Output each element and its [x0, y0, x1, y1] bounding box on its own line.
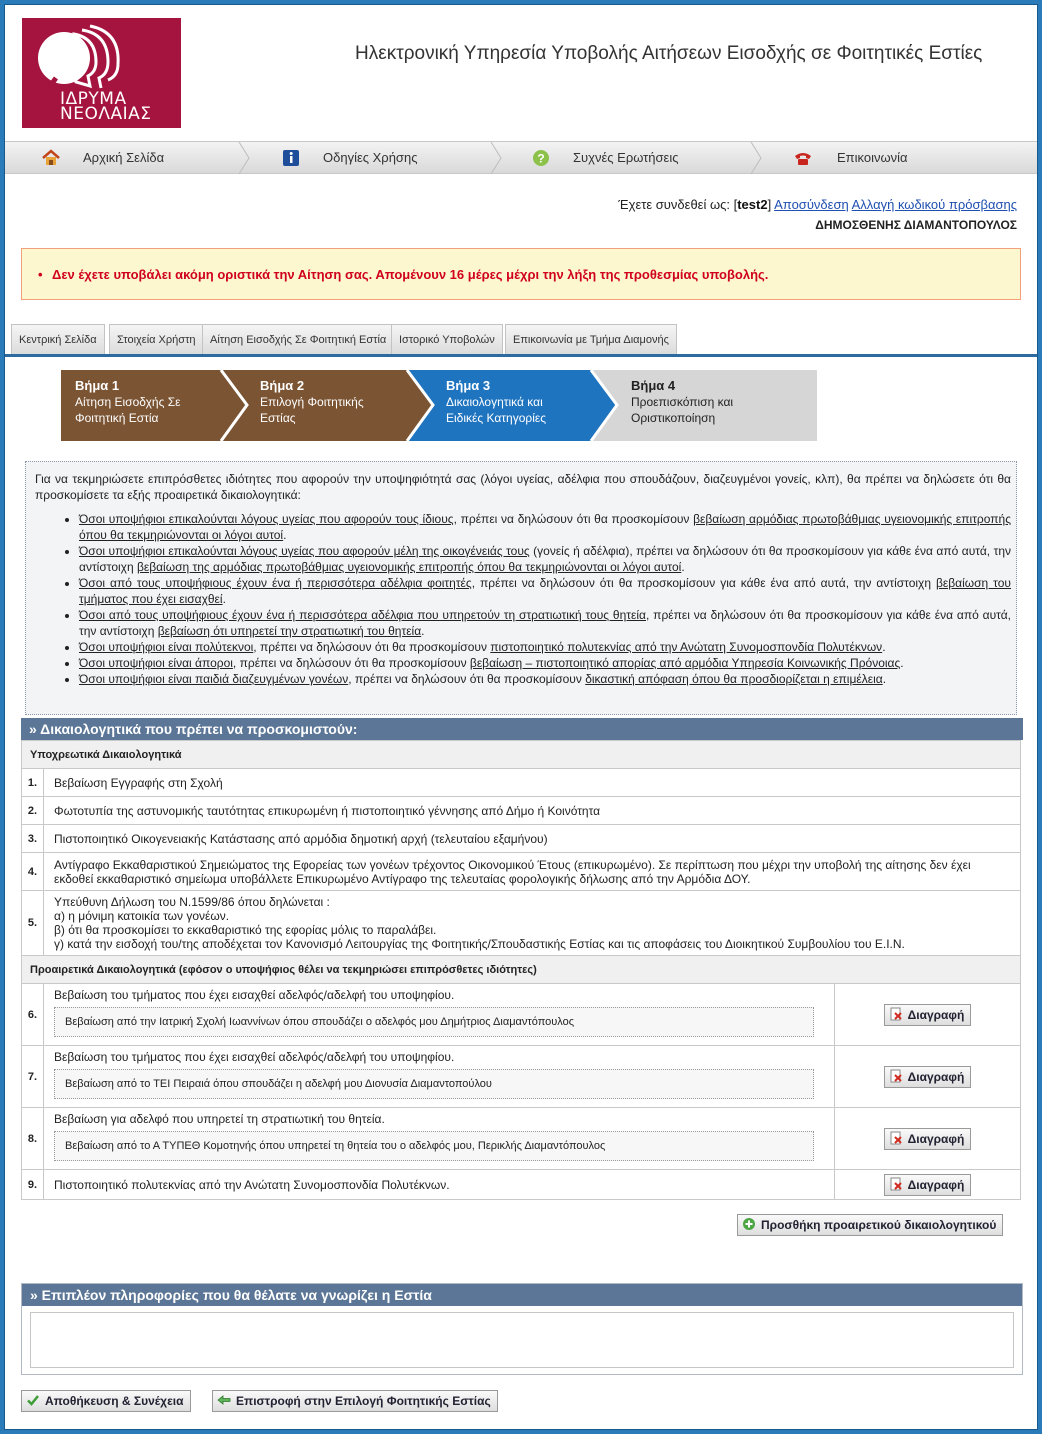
top-navigation: Αρχική Σελίδα Οδηγίες Χρήσης ? Συχνές Ερωτήσεις Επικοινωνία [5, 141, 1038, 174]
tab-user-details[interactable]: Στοιχεία Χρήστη [109, 324, 204, 354]
info-list-item: • Όσοι από τους υποψήφιους έχουν ένα ή περισσότερα αδέλφια που υπηρετούν τη στρατιωτική τους θητεία, πρέπει να δηλώσουν ότι θα προσκομίσουν για κάθε ένα από αυτά, την αντίστοιχη βεβαίωση ότι υπηρετεί την στρατιωτική του θητεία. [79, 607, 1011, 639]
alert-message: • Δεν έχετε υποβάλει ακόμη οριστικά την Αίτηση σας. Απομένουν 16 μέρες μέχρι την λήξη της προθεσμίας υποβολής. [52, 267, 768, 282]
info-list-item: • Όσοι υποψήφιοι είναι άποροι, πρέπει να δηλώσουν ότι θα προσκομίσουν βεβαίωση – πιστοποιητικό απορίας από αρμόδια Υπηρεσία Κοινωνικής Πρόνοιας. [79, 655, 1011, 671]
required-title: Υποχρεωτικά Δικαιολογητικά [22, 741, 1021, 769]
save-continue-button[interactable]: Αποθήκευση & Συνέχεια [21, 1390, 191, 1412]
info-list-item: • Όσοι υποψήφιοι είναι παιδιά διαζευγμένων γονέων, πρέπει να δηλώσουν ότι θα προσκομίσουν δικαστική απόφαση όπου θα προσδιορίζεται η επιμέλεια. [79, 671, 1011, 687]
table-row: 5. Υπεύθυνη Δήλωση του Ν.1599/86 όπου δηλώνεται : α) η μόνιμη κατοικία των γονέων. β) ότι θα προσκομίσει το εκκαθαριστικό της εφορίας μόλις το παραλάβει. γ) κατά την εισδοχή του/της αποδέχεται τον Κανονισμό Λειτουργίας της Φοιτητικής/Σπουδαστικής Εστίας και τις αποφάσεις του Διοικητικού Συμβουλίου του Ε.Ι.Ν. [22, 891, 1021, 956]
tab-main-page[interactable]: Κεντρική Σελίδα [11, 324, 105, 354]
optional-document-description: Βεβαίωση από το Α ΤΥΠΕΘ Κομοτηνής όπου υπηρετεί τη θητεία του ο αδελφός μου, Περικλής Διαμαντόπουλος [54, 1131, 814, 1161]
logo-text: ΙΔΡΥΜΑ ΝΕΟΛΑΙΑΣ [60, 89, 152, 124]
step-1[interactable]: Βήμα 1 Αίτηση Εισοδχής Σε Φοιτητική Εστία [75, 378, 181, 425]
info-list-item: • Όσοι υποψήφιοι επικαλούνται λόγους υγείας που αφορούν τους ίδιους, πρέπει να δηλώσουν ότι θα προσκομίσουν βεβαίωση αρμόδιας πρωτοβάθμιας υγειονομικής επιτροπής όπου θα τεκμηριώνονται οι λόγοι αυτοί. [79, 511, 1011, 543]
delete-icon [889, 1177, 903, 1191]
change-password-link[interactable]: Αλλαγή κωδικού πρόσβασης [851, 197, 1017, 212]
sub-tabs [5, 324, 1038, 357]
table-row: 3. Πιστοποιητικό Οικογενειακής Κατάστασης από αρμόδια δημοτική αρχή (τελευταίου εξαμήνου) [22, 825, 1021, 853]
back-to-selection-button[interactable]: Επιστροφή στην Επιλογή Φοιτητικής Εστίας [212, 1390, 498, 1412]
nav-separator [749, 142, 763, 174]
table-row: 1. Βεβαίωση Εγγραφής στη Σχολή [22, 769, 1021, 797]
table-row: 4. Αντίγραφο Εκκαθαριστικού Σημειώματος της Εφορείας των γονέων τρέχοντος Οικονομικού Έτους (επικυρωμένο). Σε περίπτωση που μέχρι την υποβολή της αίτησης δεν έχει εκδοθεί εκκαθαριστικό σημείωμα υποβάλλετε Επικυρωμένο Αντίγραφο της τελευταίας φορολογικής δήλωσης από την Αρμόδια ΔΟΥ. [22, 853, 1021, 891]
table-row: 2. Φωτοτυπία της αστυνομικής ταυτότητας επικυρωμένη ή πιστοποιητικό γέννησης από Δήμο ή Κοινότητα [22, 797, 1021, 825]
table-row: 8. Βεβαίωση για αδελφό που υπηρετεί τη στρατιωτική του θητεία. Βεβαίωση από το Α ΤΥΠΕΘ Κομοτηνής όπου υπηρετεί τη θητεία του ο αδελφός μου, Περικλής Διαμαντόπουλος Διαγραφή [22, 1108, 1021, 1170]
svg-text:?: ? [537, 151, 545, 166]
info-list-item: • Όσοι υποψήφιοι είναι πολύτεκνοι, πρέπει να δηλώσουν ότι θα προσκομίσουν πιστοποιητικό πολυτεκνίας από την Ανώτατη Συνομοσπονδία Πολυτέκνων. [79, 639, 1011, 655]
table-row: 7. Βεβαίωση του τμήματος που έχει εισαχθεί αδελφός/αδελφή του υποψηφίου. Βεβαίωση από το ΤΕΙ Πειραιά όπου σπουδάζει η αδελφή μου Διονυσία Διαμαντοπούλου Διαγραφή [22, 1046, 1021, 1108]
add-icon [742, 1217, 756, 1231]
info-icon [281, 148, 301, 168]
delete-button[interactable]: Διαγραφή [884, 1128, 972, 1150]
tab-application[interactable]: Αίτηση Εισοδχής Σε Φοιτητική Εστία [202, 324, 394, 354]
info-box [25, 461, 1017, 715]
nav-separator [489, 142, 503, 174]
logo[interactable] [22, 18, 181, 128]
header [5, 5, 1037, 141]
info-list [35, 511, 1011, 687]
user-bar: Έχετε συνδεθεί ως: [test2] Αποσύνδεση Αλλαγή κωδικού πρόσβασης ΔΗΜΟΣΘΕΝΗΣ ΔΙΑΜΑΝΤΟΠΟΥΛΟΣ [618, 195, 1017, 235]
step-4[interactable]: Βήμα 4 Προεπισκόπιση και Οριστικοποίηση [631, 378, 734, 425]
home-icon [41, 148, 61, 168]
documents-table [21, 740, 1021, 1200]
delete-icon [889, 1131, 903, 1145]
documents-panel [21, 718, 1023, 1200]
delete-button[interactable]: Διαγραφή [884, 1066, 972, 1088]
user-fullname: ΔΗΜΟΣΘΕΝΗΣ ΔΙΑΜΑΝΤΟΠΟΥΛΟΣ [815, 218, 1017, 232]
tab-contact-housing[interactable]: Επικοινωνία με Τμήμα Διαμονής [505, 324, 677, 354]
phone-icon [793, 148, 813, 168]
wizard-steps [61, 370, 821, 441]
info-list-item: • Όσοι από τους υποψήφιους έχουν ένα ή περισσότερα αδέλφια φοιτητές, πρέπει να δηλώσουν ότι θα προσκομίσουν για κάθε ένα από αυτά, την αντίστοιχη βεβαίωση του τμήματος που έχει εισαχθεί. [79, 575, 1011, 607]
optional-title: Προαιρετικά Δικαιολογητικά (εφόσον ο υποψήφιος θέλει να τεκμηριώσει επιπρόσθετες ιδιότητες) [22, 956, 1021, 984]
site-title: Ηλεκτρονική Υπηρεσία Υποβολής Αιτήσεων Εισοδχής σε Φοιτητικές Εστίες [355, 43, 983, 64]
optional-document-description: Βεβαίωση από την Ιατρική Σχολή Ιωαννίνων όπου σπουδάζει ο αδελφός μου Δημήτριος Διαμαντόπουλος [54, 1007, 814, 1037]
logout-link[interactable]: Αποσύνδεση [774, 197, 849, 212]
delete-button[interactable]: Διαγραφή [884, 1004, 972, 1026]
table-row: 9. Πιστοποιητικό πολυτεκνίας από την Ανώτατη Συνομοσπονδία Πολυτέκνων. Διαγραφή [22, 1170, 1021, 1200]
deadline-alert [21, 248, 1021, 300]
back-arrow-icon [217, 1393, 231, 1407]
info-intro: Για να τεκμηριώσετε επιπρόσθετες ιδιότητες που αφορούν την υποψηφιότητά σας (λόγοι υγείας, αδέλφια που σπουδάζουν, διαζευγμένοι γονείς, κλπ), θα πρέπει να δηλώσετε ότι θα προσκομίσετε τα εξής προαιρετικά δικαιολογητικά: [35, 472, 1011, 502]
add-optional-document-button[interactable]: Προσθήκη προαιρετικού δικαιολογητικού [737, 1214, 1003, 1236]
step-3[interactable]: Βήμα 3 Δικαιολογητικά και Ειδικές Κατηγορίες [446, 378, 546, 425]
table-row: 6. Βεβαίωση του τμήματος που έχει εισαχθεί αδελφός/αδελφή του υποψηφίου. Βεβαίωση από την Ιατρική Σχολή Ιωαννίνων όπου σπουδάζει ο αδελφός μου Δημήτριος Διαμαντόπουλος Διαγραφή [22, 984, 1021, 1046]
documents-header: » Δικαιολογητικά που πρέπει να προσκομιστούν: [21, 718, 1023, 740]
extra-info-textarea[interactable] [30, 1312, 1014, 1368]
extra-info-panel [21, 1283, 1023, 1375]
extra-info-header: » Επιπλέον πληροφορίες που θα θέλατε να γνωρίζει η Εστία [22, 1284, 1022, 1306]
check-icon [26, 1393, 40, 1407]
info-list-item: • Όσοι υποψήφιοι επικαλούνται λόγους υγείας που αφορούν μέλη της οικογένειάς τους (γονείς ή αδέλφια), πρέπει να δηλώσουν ότι θα προσκομίσουν για κάθε ένα από αυτά, την αντίστοιχη βεβαίωση της αρμόδιας πρωτοβάθμιας υγειονομικής επιτροπής όπου θα τεκμηριώνονται οι λόγοι αυτοί. [79, 543, 1011, 575]
tab-history[interactable]: Ιστορικό Υποβολών [391, 324, 503, 354]
nav-separator [237, 142, 251, 174]
page-frame [4, 4, 1038, 1430]
delete-icon [889, 1007, 903, 1021]
delete-button[interactable]: Διαγραφή [884, 1174, 972, 1196]
delete-icon [889, 1069, 903, 1083]
optional-document-description: Βεβαίωση από το ΤΕΙ Πειραιά όπου σπουδάζει η αδελφή μου Διονυσία Διαμαντοπούλου [54, 1069, 814, 1099]
question-icon [531, 148, 551, 168]
username: test2 [737, 197, 768, 212]
step-2[interactable]: Βήμα 2 Επιλογή Φοιτητικής Εστίας [260, 378, 364, 425]
